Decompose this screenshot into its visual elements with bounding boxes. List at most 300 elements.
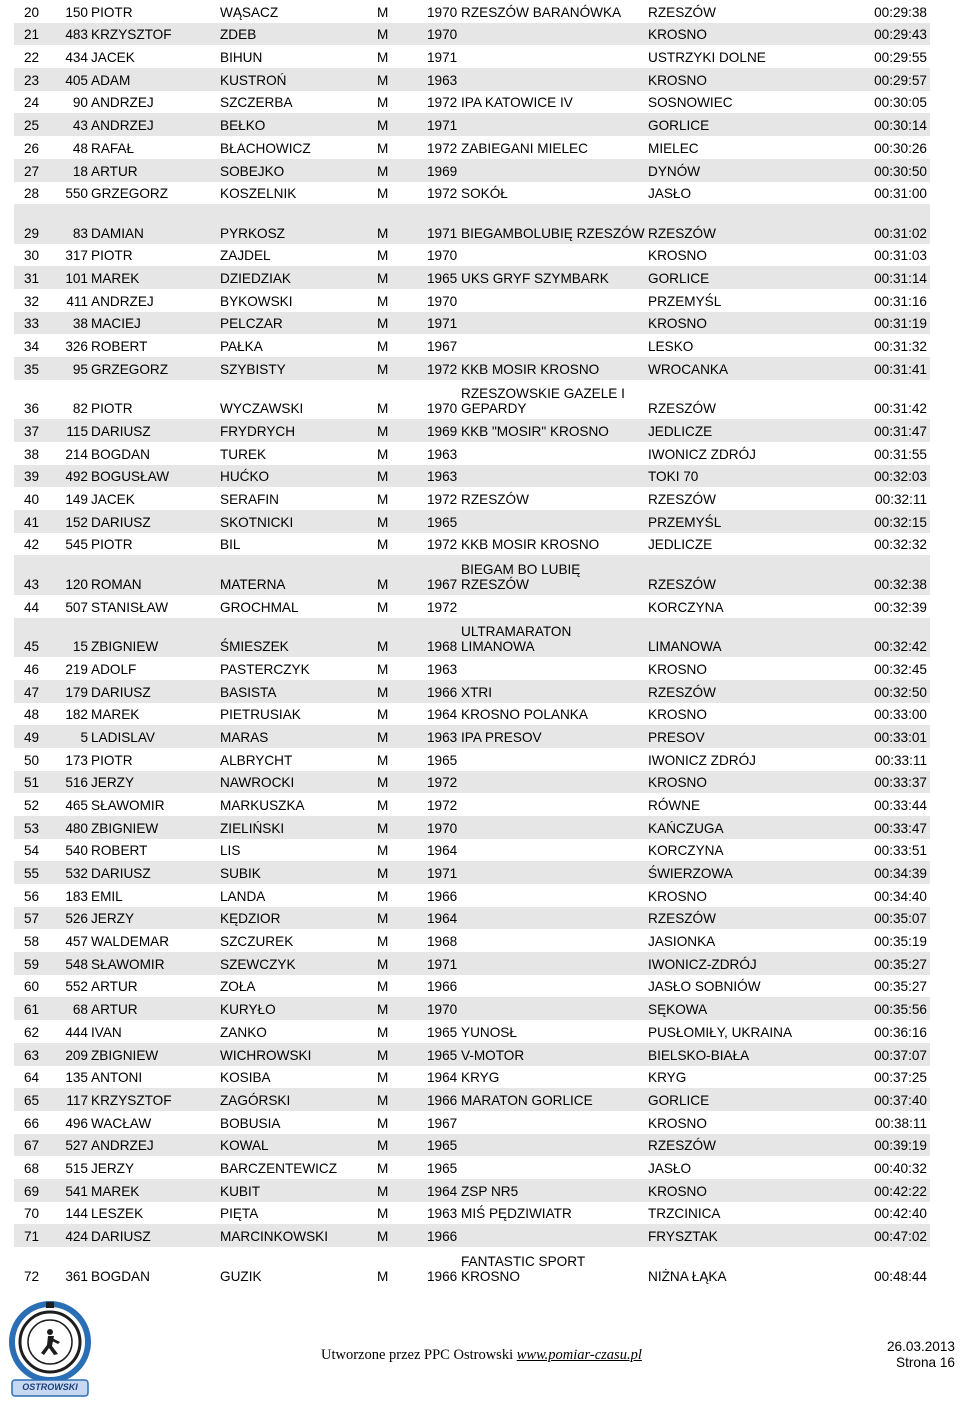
cell-pos: 51 [24, 775, 40, 791]
cell-first: JERZY [91, 1160, 135, 1176]
cell-first: ADOLF [91, 661, 137, 677]
table-row [14, 136, 930, 159]
cell-sex: M [377, 361, 389, 377]
cell-pos: 25 [24, 118, 40, 134]
cell-time: 00:42:40 [874, 1206, 927, 1222]
cell-last: BIHUN [220, 50, 263, 66]
cell-year: 1972 [427, 537, 458, 553]
cell-bib: 540 [65, 843, 88, 859]
cell-time: 00:30:14 [874, 118, 927, 134]
cell-first: MAREK [91, 271, 140, 287]
cell-last: MATERNA [220, 576, 286, 592]
cell-pos: 31 [24, 271, 40, 287]
cell-sex: M [377, 401, 389, 417]
cell-club: ULTRAMARATON LIMANOWA [461, 624, 572, 655]
cell-last: PYRKOSZ [220, 225, 285, 241]
cell-last: WICHROWSKI [220, 1047, 312, 1063]
cell-time: 00:32:45 [874, 661, 927, 677]
cell-city: DYNÓW [648, 163, 701, 179]
cell-last: TUREK [220, 446, 267, 462]
table-row [14, 997, 930, 1020]
cell-last: KĘDZIOR [220, 911, 281, 927]
cell-city: KROSNO [648, 661, 707, 677]
table-row [14, 419, 930, 442]
table-row [14, 1202, 930, 1225]
cell-city: JASŁO SOBNIÓW [648, 979, 761, 995]
cell-last: ZDEB [220, 27, 257, 43]
cell-year: 1963 [427, 469, 458, 485]
cell-club: XTRI [461, 684, 492, 700]
cell-first: ZBIGNIEW [91, 639, 159, 655]
cell-last: ZOŁA [220, 979, 256, 995]
cell-city: TOKI 70 [648, 469, 699, 485]
cell-pos: 32 [24, 293, 40, 309]
cell-bib: 548 [65, 956, 88, 972]
cell-bib: 18 [72, 163, 88, 179]
cell-time: 00:32:15 [874, 514, 927, 530]
cell-first: PIOTR [91, 401, 133, 417]
cell-bib: 465 [65, 797, 88, 813]
cell-bib: 411 [66, 293, 88, 309]
cell-bib: 545 [65, 537, 88, 553]
cell-first: MACIEJ [91, 316, 141, 332]
cell-first: ANDRZEJ [91, 95, 154, 111]
cell-club: RZESZOWSKIE GAZELE I GEPARDY [461, 386, 625, 417]
cell-year: 1963 [427, 446, 458, 462]
cell-time: 00:29:57 [874, 72, 927, 88]
cell-last: ALBRYCHT [220, 752, 293, 768]
cell-sex: M [377, 1070, 389, 1086]
cell-sex: M [377, 140, 389, 156]
cell-city: BIELSKO-BIAŁA [648, 1047, 750, 1063]
cell-first: LADISLAV [91, 729, 155, 745]
cell-last: KUBIT [220, 1183, 261, 1199]
cell-city: RZESZÓW [648, 4, 716, 20]
cell-time: 00:32:03 [874, 469, 927, 485]
cell-year: 1965 [427, 514, 458, 530]
cell-last: SERAFIN [220, 492, 279, 508]
cell-city: KROSNO [648, 775, 707, 791]
cell-time: 00:29:55 [874, 50, 927, 66]
cell-bib: 492 [65, 469, 88, 485]
cell-time: 00:30:05 [874, 95, 927, 111]
cell-city: PRZEMYŚL [648, 514, 722, 530]
table-row [14, 1020, 930, 1043]
cell-first: ZBIGNIEW [91, 1047, 159, 1063]
cell-time: 00:32:50 [874, 684, 927, 700]
cell-time: 00:32:38 [874, 576, 927, 592]
cell-bib: 317 [65, 248, 88, 264]
cell-year: 1968 [427, 934, 458, 950]
cell-year: 1965 [427, 1160, 458, 1176]
cell-city: KRYG [648, 1070, 687, 1086]
cell-pos: 61 [24, 1002, 40, 1018]
cell-pos: 48 [24, 707, 40, 723]
cell-last: PASTERCZYK [220, 661, 310, 677]
cell-city: JEDLICZE [648, 537, 713, 553]
table-row [14, 1247, 930, 1287]
cell-last: KOWAL [220, 1138, 269, 1154]
cell-city: LESKO [648, 339, 694, 355]
cell-bib: 15 [72, 639, 88, 655]
cell-sex: M [377, 707, 389, 723]
cell-club: UKS GRYF SZYMBARK [461, 271, 609, 287]
cell-city: KROSNO [648, 1115, 707, 1131]
cell-pos: 33 [24, 316, 40, 332]
cell-sex: M [377, 271, 389, 287]
table-row [14, 975, 930, 998]
cell-time: 00:29:43 [874, 27, 927, 43]
cell-sex: M [377, 1115, 389, 1131]
cell-bib: 38 [72, 316, 88, 332]
cell-club: IPA PRESOV [461, 729, 542, 745]
cell-first: KRZYSZTOF [91, 27, 172, 43]
cell-first: ROMAN [91, 576, 142, 592]
cell-last: PAŁKA [220, 339, 263, 355]
cell-city: RZESZÓW [648, 225, 716, 241]
cell-year: 1972 [427, 95, 458, 111]
timing-logo [8, 1300, 92, 1400]
cell-year: 1972 [427, 492, 458, 508]
cell-pos: 35 [24, 361, 40, 377]
cell-sex: M [377, 1024, 389, 1040]
date-block [887, 1339, 955, 1371]
cell-pos: 46 [24, 661, 40, 677]
cell-pos: 59 [24, 956, 40, 972]
cell-year: 1964 [427, 911, 458, 927]
cell-time: 00:32:42 [874, 639, 927, 655]
cell-time: 00:29:38 [874, 4, 927, 20]
cell-last: SZYBISTY [220, 361, 286, 377]
cell-city: SĘKOWA [648, 1002, 708, 1018]
cell-sex: M [377, 1268, 389, 1284]
cell-last: MARAS [220, 729, 269, 745]
table-row [14, 465, 930, 488]
cell-sex: M [377, 820, 389, 836]
table-row [14, 182, 930, 205]
cell-sex: M [377, 50, 389, 66]
cell-sex: M [377, 684, 389, 700]
cell-first: LESZEK [91, 1206, 144, 1222]
cell-city: KROSNO [648, 888, 707, 904]
credit-text: Utworzone przez PPC Ostrowski [321, 1347, 517, 1363]
cell-city: WROCANKA [648, 361, 729, 377]
table-row [14, 487, 930, 510]
cell-sex: M [377, 599, 389, 615]
cell-city: KROSNO [648, 27, 707, 43]
table-row [14, 555, 930, 595]
cell-pos: 41 [24, 514, 40, 530]
cell-city: SOSNOWIEC [648, 95, 733, 111]
cell-sex: M [377, 1002, 389, 1018]
cell-first: ZBIGNIEW [91, 820, 159, 836]
cell-year: 1965 [427, 271, 458, 287]
cell-city: JASŁO [648, 1160, 692, 1176]
cell-bib: 532 [65, 866, 88, 881]
cell-bib: 43 [72, 118, 88, 134]
cell-year: 1969 [427, 424, 458, 439]
table-row [14, 952, 930, 975]
cell-sex: M [377, 1138, 389, 1154]
cell-last: MARCINKOWSKI [220, 1229, 328, 1244]
cell-year: 1972 [427, 140, 458, 156]
table-row [14, 533, 930, 556]
cell-bib: 90 [72, 95, 88, 111]
cell-time: 00:39:19 [874, 1138, 927, 1154]
cell-first: ANDRZEJ [91, 293, 154, 309]
cell-year: 1963 [427, 1206, 458, 1222]
cell-club: KRYG [461, 1070, 500, 1086]
table-row [14, 861, 930, 884]
cell-club: IPA KATOWICE IV [461, 95, 573, 111]
cell-year: 1967 [427, 1115, 458, 1131]
cell-year: 1971 [427, 118, 458, 134]
cell-pos: 37 [24, 424, 40, 439]
cell-year: 1970 [427, 27, 458, 43]
cell-last: KURYŁO [220, 1002, 276, 1018]
cell-first: STANISŁAW [91, 599, 169, 615]
cell-last: FRYDRYCH [220, 424, 296, 439]
table-row [14, 1088, 930, 1111]
cell-first: ANDRZEJ [91, 118, 154, 134]
cell-last: KOSZELNIK [220, 186, 297, 202]
table-row [14, 618, 930, 658]
cell-city: KORCZYNA [648, 843, 724, 859]
cell-sex: M [377, 514, 389, 530]
cell-last: BIL [220, 537, 241, 553]
cell-year: 1972 [427, 361, 458, 377]
cell-bib: 150 [65, 4, 88, 20]
cell-first: GRZEGORZ [91, 186, 169, 202]
cell-bib: 515 [65, 1160, 88, 1176]
cell-time: 00:32:39 [874, 599, 927, 615]
cell-pos: 40 [24, 492, 40, 508]
cell-bib: 152 [65, 514, 88, 530]
cell-time: 00:35:56 [874, 1002, 927, 1018]
cell-sex: M [377, 424, 389, 439]
cell-year: 1970 [427, 1002, 458, 1018]
cell-year: 1964 [427, 707, 458, 723]
cell-bib: 496 [65, 1115, 88, 1131]
cell-sex: M [377, 1047, 389, 1063]
cell-sex: M [377, 27, 389, 43]
cell-year: 1972 [427, 599, 458, 615]
table-row [14, 595, 930, 618]
cell-last: PIETRUSIAK [220, 707, 301, 723]
cell-last: BARCZENTEWICZ [220, 1160, 338, 1176]
table-row [14, 266, 930, 289]
table-row [14, 703, 930, 726]
cell-city: RZESZÓW [648, 684, 716, 700]
cell-club: KKB MOSIR KROSNO [461, 361, 600, 377]
cell-sex: M [377, 72, 389, 88]
cell-year: 1972 [427, 775, 458, 791]
cell-last: ZAGÓRSKI [220, 1092, 291, 1108]
cell-time: 00:31:02 [874, 225, 927, 241]
cell-year: 1966 [427, 1092, 458, 1108]
cell-sex: M [377, 446, 389, 462]
cell-club: MARATON GORLICE [461, 1092, 593, 1108]
cell-last: HUĆKO [220, 469, 270, 485]
cell-club: ZSP NR5 [461, 1183, 519, 1199]
cell-first: BOGUSŁAW [91, 469, 170, 485]
cell-bib: 48 [72, 140, 88, 156]
cell-time: 00:36:16 [874, 1024, 927, 1040]
cell-bib: 135 [65, 1070, 88, 1086]
cell-sex: M [377, 4, 389, 20]
cell-last: DZIEDZIAK [220, 271, 291, 287]
cell-time: 00:31:41 [874, 361, 927, 377]
cell-last: KOSIBA [220, 1070, 271, 1086]
table-row [14, 45, 930, 68]
cell-sex: M [377, 1183, 389, 1199]
cell-last: SOBEJKO [220, 163, 285, 179]
cell-bib: 117 [66, 1092, 88, 1108]
cell-bib: 173 [65, 752, 88, 768]
cell-city: FRYSZTAK [648, 1229, 718, 1244]
cell-city: IWONICZ ZDRÓJ [648, 752, 756, 768]
cell-city: JASŁO [648, 186, 692, 202]
cell-pos: 27 [24, 163, 40, 179]
cell-time: 00:33:01 [874, 729, 927, 745]
cell-bib: 101 [65, 271, 88, 287]
cell-sex: M [377, 339, 389, 355]
cell-city: KORCZYNA [648, 599, 724, 615]
cell-last: MARKUSZKA [220, 797, 305, 813]
cell-city: IWONICZ-ZDRÓJ [648, 956, 757, 972]
cell-first: IVAN [91, 1024, 122, 1040]
cell-time: 00:34:40 [874, 888, 927, 904]
cell-bib: 183 [65, 888, 88, 904]
cell-first: BOGDAN [91, 446, 150, 462]
table-row [14, 510, 930, 533]
cell-bib: 214 [65, 446, 88, 462]
cell-city: KROSNO [648, 707, 707, 723]
cell-time: 00:37:07 [874, 1047, 927, 1063]
cell-bib: 550 [65, 186, 88, 202]
cell-time: 00:31:32 [874, 339, 927, 355]
cell-first: WACŁAW [91, 1115, 152, 1131]
cell-year: 1963 [427, 729, 458, 745]
cell-club: YUNOSŁ [461, 1024, 517, 1040]
cell-time: 00:31:03 [874, 248, 927, 264]
cell-city: GORLICE [648, 118, 710, 134]
cell-year: 1966 [427, 684, 458, 700]
cell-bib: 552 [65, 979, 88, 995]
cell-time: 00:33:37 [874, 775, 927, 791]
cell-city: PRESOV [648, 729, 705, 745]
cell-bib: 507 [65, 599, 88, 615]
cell-year: 1967 [427, 576, 458, 592]
cell-city: MIELEC [648, 140, 699, 156]
cell-pos: 45 [24, 639, 40, 655]
cell-bib: 361 [65, 1268, 88, 1284]
table-row [14, 748, 930, 771]
cell-club: MIŚ PĘDZIWIATR [461, 1206, 572, 1222]
cell-year: 1968 [427, 639, 458, 655]
credit-link[interactable]: www.pomiar-czasu.pl [516, 1347, 642, 1363]
table-row [14, 793, 930, 816]
cell-bib: 5 [80, 729, 88, 745]
cell-year: 1969 [427, 163, 458, 179]
cell-sex: M [377, 979, 389, 995]
cell-pos: 56 [24, 888, 40, 904]
cell-pos: 57 [24, 911, 40, 927]
table-row [14, 884, 930, 907]
cell-sex: M [377, 1206, 389, 1222]
cell-sex: M [377, 934, 389, 950]
table-row [14, 771, 930, 794]
cell-sex: M [377, 797, 389, 813]
cell-city: USTRZYKI DOLNE [648, 50, 766, 66]
results-table [14, 0, 930, 1287]
cell-club: KROSNO POLANKA [461, 707, 588, 723]
cell-year: 1964 [427, 1183, 458, 1199]
cell-pos: 34 [24, 339, 40, 355]
cell-city: JASIONKA [648, 934, 716, 950]
cell-pos: 30 [24, 248, 40, 264]
cell-first: KRZYSZTOF [91, 1092, 172, 1108]
cell-bib: 68 [72, 1002, 88, 1018]
cell-city: KROSNO [648, 72, 707, 88]
table-row [14, 91, 930, 114]
cell-city: GORLICE [648, 1092, 710, 1108]
cell-club: V-MOTOR [461, 1047, 525, 1063]
cell-pos: 54 [24, 843, 40, 859]
cell-sex: M [377, 537, 389, 553]
cell-year: 1971 [427, 956, 458, 972]
table-row [14, 1156, 930, 1179]
cell-city: TRZCINICA [648, 1206, 721, 1222]
cell-pos: 21 [24, 27, 40, 43]
cell-time: 00:31:42 [874, 401, 927, 417]
cell-last: BASISTA [220, 684, 277, 700]
cell-year: 1965 [427, 752, 458, 768]
cell-last: SZEWCZYK [220, 956, 296, 972]
cell-last: ZANKO [220, 1024, 267, 1040]
cell-pos: 62 [24, 1024, 40, 1040]
cell-sex: M [377, 866, 389, 881]
cell-sex: M [377, 248, 389, 264]
cell-sex: M [377, 186, 389, 202]
cell-bib: 83 [72, 225, 88, 241]
cell-first: DARIUSZ [91, 684, 151, 700]
cell-last: BEŁKO [220, 118, 266, 134]
cell-year: 1970 [427, 293, 458, 309]
table-row [14, 204, 930, 244]
cell-city: NIŻNA ŁĄKA [648, 1268, 727, 1284]
cell-first: PIOTR [91, 4, 133, 20]
cell-time: 00:31:55 [874, 446, 927, 462]
cell-last: GROCHMAL [220, 599, 299, 615]
table-row [14, 725, 930, 748]
cell-pos: 52 [24, 797, 40, 813]
cell-pos: 36 [24, 401, 40, 417]
cell-first: ARTUR [91, 1002, 138, 1018]
cell-city: KROSNO [648, 1183, 707, 1199]
table-row [14, 312, 930, 335]
cell-pos: 26 [24, 140, 40, 156]
cell-city: RZESZÓW [648, 576, 716, 592]
cell-bib: 82 [72, 401, 88, 417]
cell-pos: 50 [24, 752, 40, 768]
cell-pos: 38 [24, 446, 40, 462]
cell-time: 00:31:19 [874, 316, 927, 332]
cell-sex: M [377, 956, 389, 972]
cell-sex: M [377, 639, 389, 655]
table-row [14, 0, 930, 23]
cell-pos: 69 [24, 1183, 40, 1199]
